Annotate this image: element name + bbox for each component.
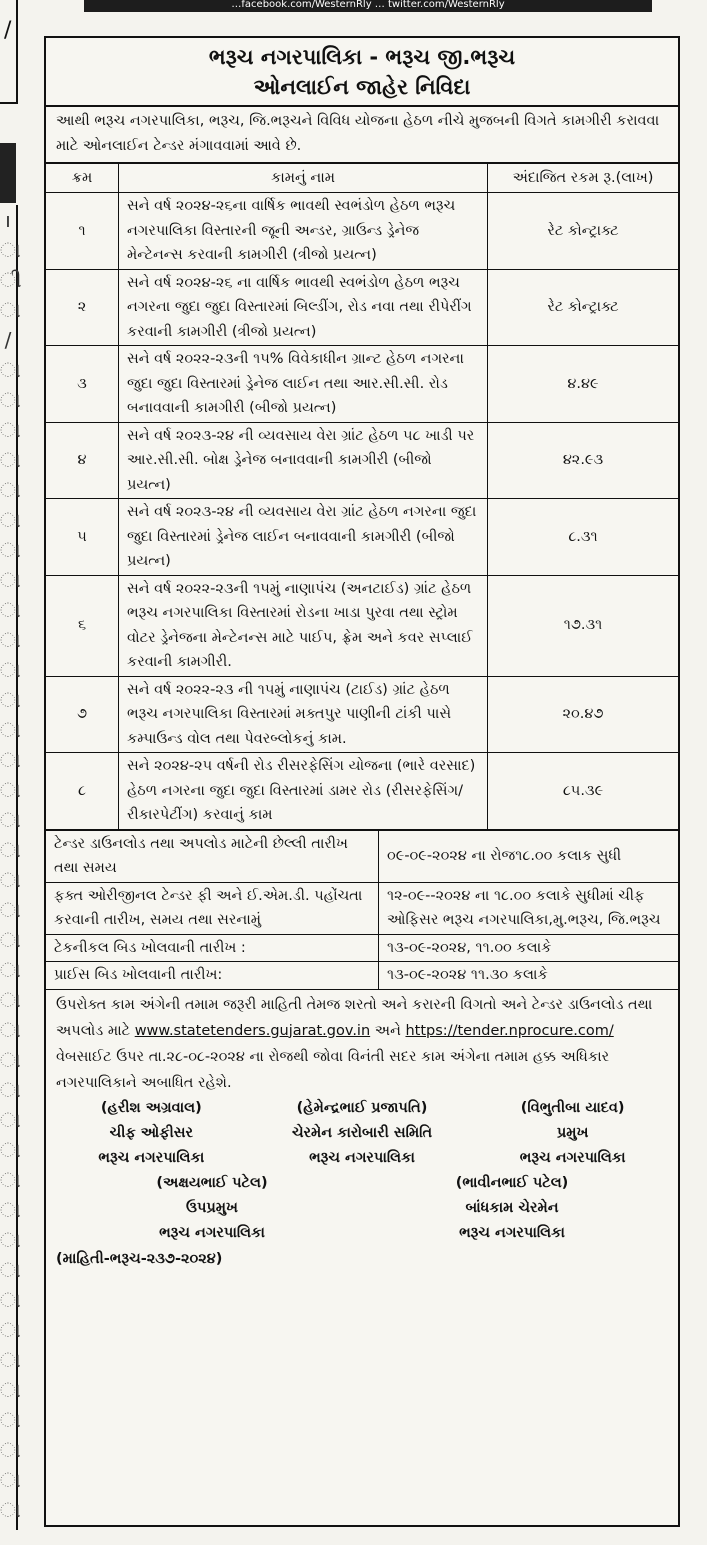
table-row	[46, 346, 678, 423]
table-row	[46, 676, 678, 753]
row-amount: ૨૦.૪૭	[488, 676, 679, 753]
row-amount: ૧૭.૩૧	[488, 575, 679, 676]
row-work-name: સને ૨૦૨૪-૨૫ વર્ષની રોડ રીસરફેસિંગ યોજના (ભારે વરસાદ) હેઠળ નગરના જુદા જુદા વિસ્તારમાં ડામર રોડ (રીસરફેસિંગ/રીકારપેટીંગ) કરવાનું કામ	[119, 753, 488, 830]
top-strip-text: …facebook.com/WesternRly … twitter.com/WesternRly	[231, 0, 505, 10]
signatory-org: ભરૂચ નગરપાલિકા	[98, 1149, 205, 1166]
row-serial: ૧	[46, 193, 119, 270]
table-row	[46, 499, 678, 576]
header-amount: અંદાજિત રકમ રૂ.(લાખ)	[488, 164, 679, 193]
footer-text: ઉપરોક્ત કામ અંગેની તમામ જરૂરી માહિતી તેમજ શરતો અને કરારની વિગતો અને ટેન્ડર ડાઉનલોડ તથા અપલોડ માટે	[56, 996, 653, 1039]
table-row	[46, 193, 678, 270]
schedule-table	[46, 830, 678, 990]
statetenders-link[interactable]: www.statetenders.gujarat.gov.in	[134, 1022, 371, 1039]
header-work-name: કામનું નામ	[119, 164, 488, 193]
signatory-name: (હેમેન્દ્રભાઈ પ્રજાપતિ)	[296, 1099, 428, 1116]
table-row	[46, 269, 678, 346]
tender-notice	[44, 36, 680, 1527]
signatory-org: ભરૂચ નગરપાલિકા	[309, 1149, 415, 1166]
signatory-title: ચીફ ઓફીસર	[109, 1124, 193, 1141]
row-amount: ૪.૪૯	[488, 346, 679, 423]
row-serial: ૪	[46, 422, 119, 499]
header-serial: ક્રમ	[46, 164, 119, 193]
signatory	[257, 1096, 468, 1171]
adjacent-column-box	[0, 0, 18, 104]
signatories-row-1	[46, 1096, 678, 1171]
row-amount: રેટ કોન્ટ્રાક્ટ	[488, 193, 679, 270]
schedule-value: ૧૩-૦૯-૨૦૨૪, ૧૧.૦૦ કલાકે	[379, 934, 679, 962]
schedule-value: ૧૩-૦૯-૨૦૨૪ ૧૧.૩૦ કલાકે	[379, 962, 679, 990]
footer-paragraph	[46, 990, 678, 1096]
row-work-name: સને વર્ષ ૨૦૨૨-૨૩ની ૧૫% વિવેકાધીન ગ્રાન્ટ હેઠળ નગરના જુદા જુદા વિસ્તારમાં ડ્રેનેજ લાઈન તથા આર.સી.સી. રોડ બનાવવાની કામગીરી (બીજો પ્રયત્ન)	[119, 346, 488, 423]
schedule-label: ટેકનીકલ બિડ ખોલવાની તારીખ :	[46, 934, 379, 962]
nprocure-link[interactable]: https://tender.nprocure.com/	[405, 1022, 614, 1039]
table-row	[46, 575, 678, 676]
adjacent-column-strip: ו ા ી ા / ા ા ા ા ા ા ા ા ા ા ા ા ા ા ા ા ા ા ા ા ા ા ા ા ા ા ા ા ા ા ા ા ા ા ા ા ા ા ા	[0, 205, 18, 1530]
signatory-org: ભરૂચ નગરપાલિકા	[459, 1224, 565, 1241]
adjacent-column-fragment: /	[4, 18, 12, 43]
adjacent-column-dark-block	[0, 143, 16, 203]
top-strip	[84, 0, 652, 12]
row-serial: ૨	[46, 269, 119, 346]
row-amount: ૪૨.૯૩	[488, 422, 679, 499]
schedule-row	[46, 962, 678, 990]
schedule-row	[46, 830, 678, 882]
footer-text: વેબસાઈટ ઉપર તા.૨૮-૦૮-૨૦૨૪ ના રોજથી જોવા વિનંતી સદર કામ અંગેના તમામ હક્ક અધિકાર નગરપાલિકાને અબાધિત રહેશે.	[56, 1048, 610, 1091]
schedule-label: ટેન્ડર ડાઉનલોડ તથા અપલોડ માટેની છેલ્લી તારીખ તથા સમય	[46, 830, 379, 882]
signatory-name: (અક્ષયભાઈ પટેલ)	[156, 1174, 268, 1191]
row-work-name: સને વર્ષ ૨૦૨૩-૨૪ ની વ્યવસાય વેરા ગ્રાંટ હેઠળ નગરના જુદા જુદા વિસ્તારમાં ડ્રેનેજ લાઈન બનાવવાની કામગીરી (બીજો પ્રયત્ન)	[119, 499, 488, 576]
signatory-title: પ્રમુખ	[556, 1124, 589, 1141]
signatory-name: (ભાવીનભાઈ પટેલ)	[455, 1174, 569, 1191]
row-amount: ૮૫.૩૯	[488, 753, 679, 830]
signatories-row-2	[46, 1171, 678, 1246]
schedule-value: ૧૨-૦૯--૨૦૨૪ ના ૧૮.૦૦ કલાકે સુધીમાં ચીફ ઓફિસર ભરૂચ નગરપાલિકા,મુ.ભરૂચ, જિ.ભરૂચ	[379, 882, 679, 934]
row-work-name: સને વર્ષ ૨૦૨૪-૨૬ ના વાર્ષિક ભાવથી સ્વભંડોળ હેઠળ ભરૂચ નગરના જુદા જુદા વિસ્તારમાં બિલ્ડીંગ, રોડ નવા તથા રીપેરીંગ કરવાની કામગીરી (ત્રીજો પ્રયત્ન)	[119, 269, 488, 346]
table-row	[46, 422, 678, 499]
signatory-title: બાંધકામ ચેરમેન	[465, 1199, 559, 1216]
reference-code: (માહિતી-ભરૂચ-૨૩૭-૨૦૨૪)	[56, 1250, 223, 1267]
works-table	[46, 163, 678, 830]
schedule-value: ૦૯-૦૯-૨૦૨૪ ના રોજ૧૮.૦૦ કલાક સુધી	[379, 830, 679, 882]
intro-paragraph: આથી ભરૂચ નગરપાલિકા, ભરૂચ, જિ.ભરૂચને વિવિધ યોજના હેઠળ નીચે મુજબની વિગતે કામગીરી કરાવવા માટે ઓનલાઈન ટેન્ડર મંગાવવામાં આવે છે.	[46, 107, 678, 163]
schedule-label: ફક્ત ઓરીજીનલ ટેન્ડર ફી અને ઈ.એમ.ડી. પહોંચતા કરવાની તારીખ, સમય તથા સરનામું	[46, 882, 379, 934]
schedule-label: પ્રાઈસ બિડ ખોલવાની તારીખ:	[46, 962, 379, 990]
row-work-name: સને વર્ષ ૨૦૨૨-૨૩ની ૧૫મું નાણાપંચ (અનટાઈડ) ગ્રાંટ હેઠળ ભરૂચ નગરપાલિકા વિસ્તારમાં રોડના ખાડા પુરવા તથા સ્ટ્રોમ વોટર ડ્રેનેજના મેન્ટેનન્સ માટે પાઈપ, ફ્રેમ અને કવર સપ્લાઈ કરવાની કામગીરી.	[119, 575, 488, 676]
table-header-row	[46, 164, 678, 193]
notice-title: ભરૂચ નગરપાલિકા - ભરૂચ જી.ભરૂચ	[208, 45, 516, 69]
signatory-title: ચેરમેન કારોબારી સમિતિ	[291, 1124, 433, 1141]
signatory-org: ભરૂચ નગરપાલિકા	[519, 1149, 626, 1166]
schedule-row	[46, 882, 678, 934]
signatory	[92, 1171, 332, 1246]
row-serial: ૫	[46, 499, 119, 576]
row-work-name: સને વર્ષ ૨૦૨૪-૨૬ના વાર્ષિક ભાવથી સ્વભંડોળ હેઠળ ભરૂચ નગરપાલિકા વિસ્તારની જૂની અન્ડર, ગ્રાઉન્ડ ડ્રેનેજ મેન્ટેનન્સ કરવાની કામગીરી (ત્રીજો પ્રયત્ન)	[119, 193, 488, 270]
row-serial: ૩	[46, 346, 119, 423]
signatory-title: ઉપપ્રમુખ	[186, 1199, 238, 1216]
row-amount: ૮.૩૧	[488, 499, 679, 576]
row-serial: ૮	[46, 753, 119, 830]
schedule-row	[46, 934, 678, 962]
notice-header	[46, 38, 678, 107]
signatory-name: (હરીશ અગ્રવાલ)	[100, 1099, 202, 1116]
row-serial: ૭	[46, 676, 119, 753]
footer-text: અને	[370, 1022, 406, 1039]
notice-subtitle: ઓનલાઈન જાહેર નિવિદા	[253, 75, 471, 99]
signatory-name: (વિભુતીબા યાદવ)	[520, 1099, 625, 1116]
row-serial: ૬	[46, 575, 119, 676]
signatory	[392, 1171, 632, 1246]
signatory-org: ભરૂચ નગરપાલિકા	[159, 1224, 265, 1241]
row-work-name: સને વર્ષ ૨૦૨૨-૨૩ ની ૧૫મું નાણાપંચ (ટાઈડ) ગ્રાંટ હેઠળ ભરૂચ નગરપાલિકા વિસ્તારમાં મક્તપુર પાણીની ટાંકી પાસે કમ્પાઉન્ડ વોલ તથા પેવરબ્લોકનું કામ.	[119, 676, 488, 753]
signatory	[467, 1096, 678, 1171]
signatory	[46, 1096, 257, 1171]
row-amount: રેટ કોન્ટ્રાક્ટ	[488, 269, 679, 346]
table-row	[46, 753, 678, 830]
row-work-name: સને વર્ષ ૨૦૨૩-૨૪ ની વ્યવસાય વેરા ગ્રાંટ હેઠળ ૫૮ ખાડી પર આર.સી.સી. બોક્ષ ડ્રેનેજ બનાવવાની કામગીરી (બીજો પ્રયત્ન)	[119, 422, 488, 499]
